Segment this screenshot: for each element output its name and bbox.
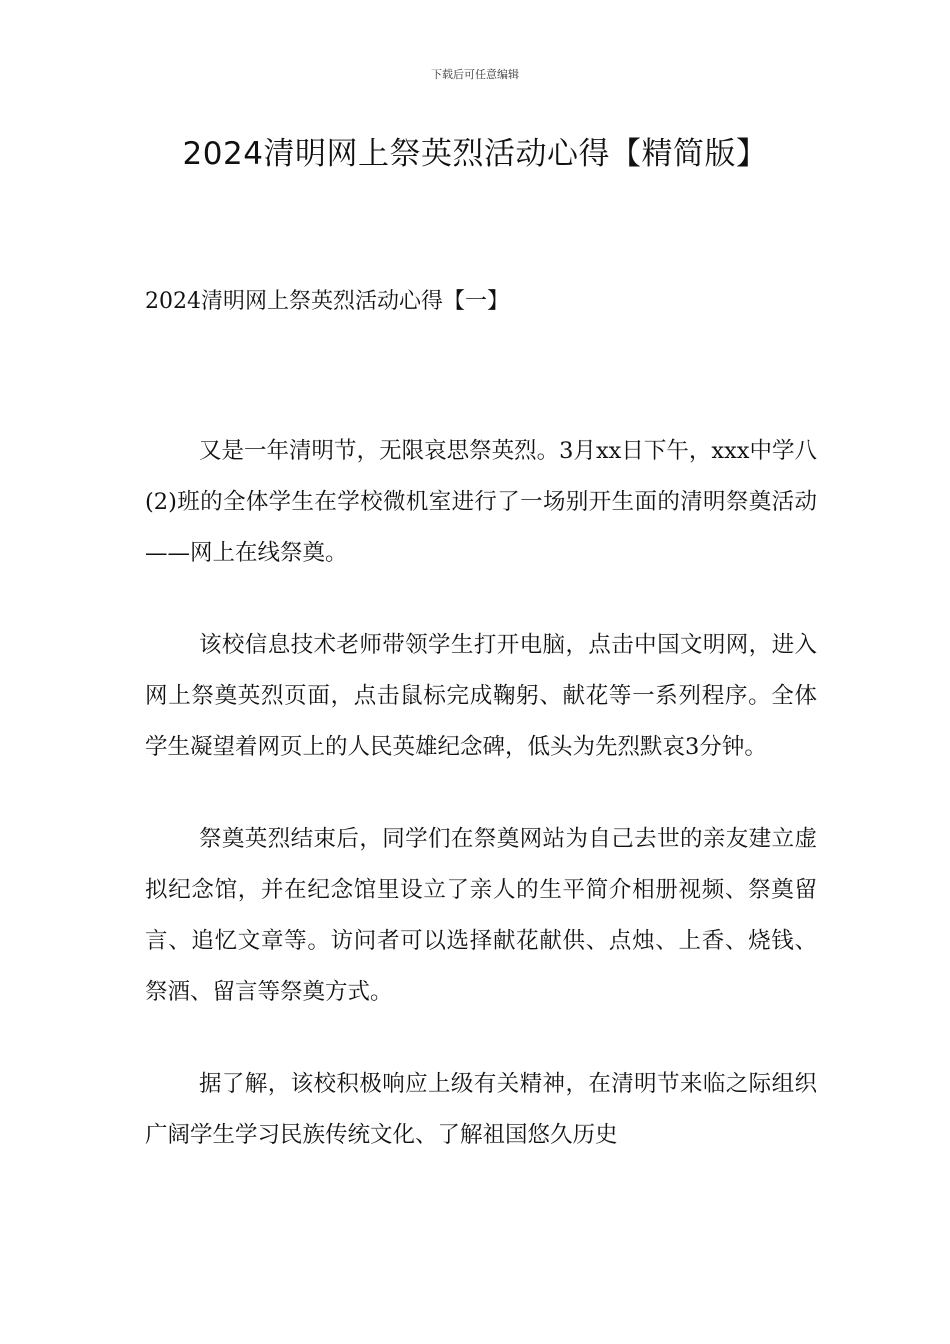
paragraph-4: 据了解，该校积极响应上级有关精神，在清明节来临之际组织广阔学生学习民族传统文化、了解祖国悠久历史 bbox=[145, 1071, 817, 1148]
document-body bbox=[145, 426, 817, 1202]
document-title: 2024清明网上祭英烈活动心得【精简版】 bbox=[182, 136, 768, 172]
section-heading: 2024清明网上祭英烈活动心得【一】 bbox=[145, 289, 509, 314]
paragraph-3: 祭奠英烈结束后，同学们在祭奠网站为自己去世的亲友建立虚拟纪念馆，并在纪念馆里设立了亲人的生平简介相册视频、祭奠留言、追忆文章等。访问者可以选择献花献供、点烛、上香、烧钱、祭酒、留言等祭奠方式。 bbox=[145, 826, 817, 1005]
header-note: 下载后可任意编辑 bbox=[431, 68, 519, 81]
paragraph-2: 该校信息技术老师带领学生打开电脑，点击中国文明网，进入网上祭奠英烈页面，点击鼠标完成鞠躬、献花等一系列程序。全体学生凝望着网页上的人民英雄纪念碑，低头为先烈默哀3分钟。 bbox=[145, 632, 817, 760]
paragraph-1: 又是一年清明节，无限哀思祭英烈。3月xx日下午，xxx中学八(2)班的全体学生在学校微机室进行了一场别开生面的清明祭奠活动——网上在线祭奠。 bbox=[145, 438, 817, 566]
